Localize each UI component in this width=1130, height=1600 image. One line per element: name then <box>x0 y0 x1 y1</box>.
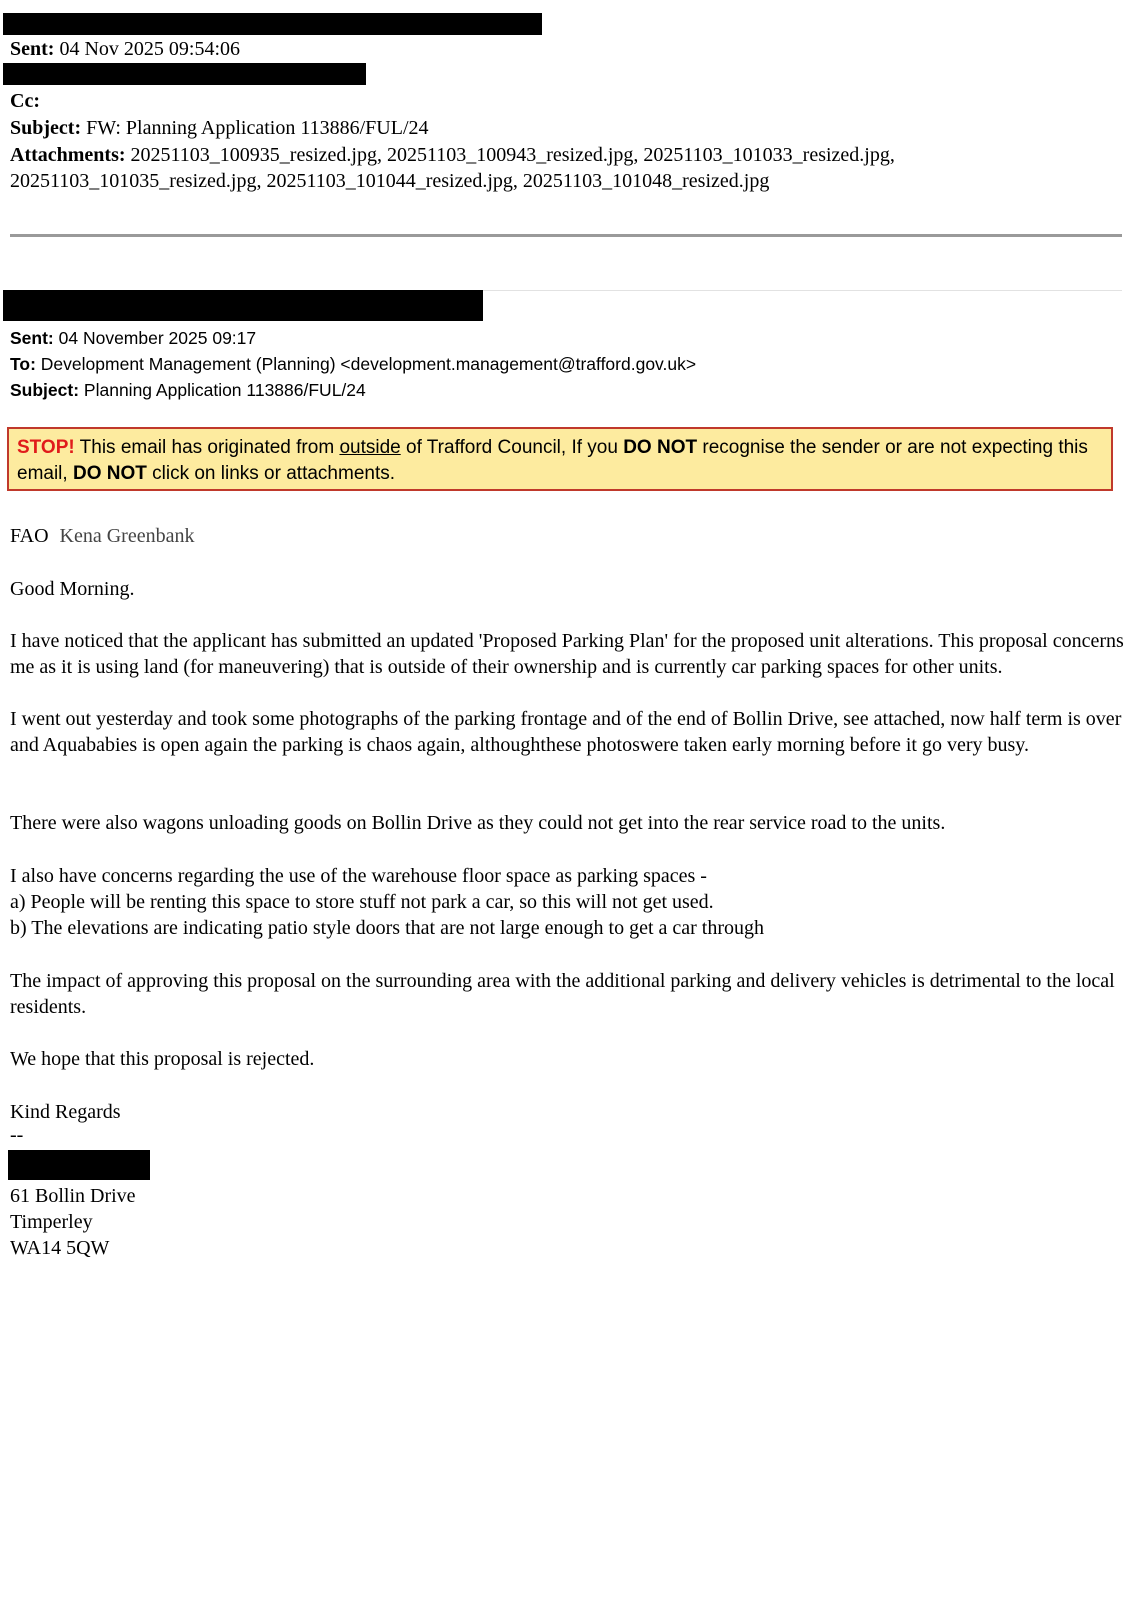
warning-text-4: click on links or attachments. <box>146 463 396 484</box>
paragraph-5: The impact of approving this proposal on the surrounding area with the additional parking and delivery vehicles is detrimental to the local residents. <box>10 970 1115 1018</box>
forward-subject-line <box>10 115 429 141</box>
original-subject-value: Planning Application 113886/FUL/24 <box>83 380 366 400</box>
address-line-1: 61 Bollin Drive <box>10 1185 136 1207</box>
address-line-2: Timperley <box>10 1211 93 1233</box>
original-sent-value: 04 November 2025 09:17 <box>58 328 257 348</box>
original-to-label: To: <box>10 354 36 374</box>
warning-outside: outside <box>339 437 401 458</box>
header-divider-thin <box>480 290 1122 291</box>
fao-line <box>10 523 1125 549</box>
forward-attachments-line <box>10 142 1110 194</box>
paragraph-4-intro: I also have concerns regarding the use of the warehouse floor space as parking spaces - <box>10 865 707 887</box>
warning-text-3: recognise the sender or are not expecting this email, <box>17 437 1088 484</box>
warning-text-1: This email has originated from <box>74 437 340 458</box>
forward-subject-label: Subject: <box>10 117 82 139</box>
signoff: Kind Regards <box>10 1101 121 1123</box>
original-subject-line <box>10 378 366 402</box>
paragraph-4-item-a: a) People will be renting this space to store stuff not park a car, so this will not get used. <box>10 891 714 913</box>
address-line-3: WA14 5QW <box>10 1237 110 1259</box>
redacted-from <box>3 13 542 35</box>
forward-sent-line <box>10 36 240 62</box>
forward-cc-line <box>10 88 40 114</box>
forward-sent-value: 04 Nov 2025 09:54:06 <box>59 38 241 60</box>
fao-label: FAO <box>10 525 49 547</box>
paragraph-3: There were also wagons unloading goods on Bollin Drive as they could not get into the rear service road to the units. <box>10 812 946 834</box>
signature-dashes: -- <box>10 1124 24 1146</box>
original-to-line <box>10 352 696 376</box>
warning-do-not-1: DO NOT <box>623 437 698 458</box>
warning-do-not-2: DO NOT <box>72 463 147 484</box>
paragraph-4-item-b: b) The elevations are indicating patio style doors that are not large enough to get a car through <box>10 917 765 939</box>
redacted-original-from <box>3 290 483 321</box>
forward-subject-value: FW: Planning Application 113886/FUL/24 <box>86 117 429 139</box>
greeting: Good Morning. <box>10 578 135 600</box>
forward-cc-label: Cc: <box>10 90 40 112</box>
original-sent-label: Sent: <box>10 328 54 348</box>
warning-stop: STOP! <box>17 437 75 458</box>
fao-name: Kena Greenbank <box>59 525 195 547</box>
external-email-warning <box>7 427 1113 491</box>
original-sent-line <box>10 326 256 350</box>
forward-sent-label: Sent: <box>10 38 55 60</box>
redacted-to <box>3 63 366 85</box>
warning-text-2: of Trafford Council, If you <box>400 437 624 458</box>
paragraph-6: We hope that this proposal is rejected. <box>10 1048 315 1070</box>
paragraph-2: I went out yesterday and took some photographs of the parking frontage and of the end of Bollin Drive, see attached, now half term is over and Aquababies is open again the parking is chaos again, althoughthese photoswere taken early morning before it go very busy. <box>10 708 1122 756</box>
forward-attachments-label: Attachments: <box>10 144 126 166</box>
redacted-sender-name <box>8 1150 150 1180</box>
forward-attachments-value[interactable]: 20251103_100935_resized.jpg, 20251103_100943_resized.jpg, 20251103_101033_resized.jpg, 20251103_101035_resized.jpg, 20251103_101044_resized.jpg, 20251103_101048_resized.jpg <box>10 144 895 192</box>
paragraph-1: I have noticed that the applicant has submitted an updated 'Proposed Parking Plan' for the proposed unit alterations. This proposal concerns me as it is using land (for maneuvering) that is outside of their ownership and is currently car parking spaces for other units. <box>10 630 1124 678</box>
original-subject-label: Subject: <box>10 380 80 400</box>
original-to-value[interactable]: Development Management (Planning) <development.management@trafford.gov.uk> <box>40 354 697 374</box>
header-divider <box>10 234 1122 237</box>
